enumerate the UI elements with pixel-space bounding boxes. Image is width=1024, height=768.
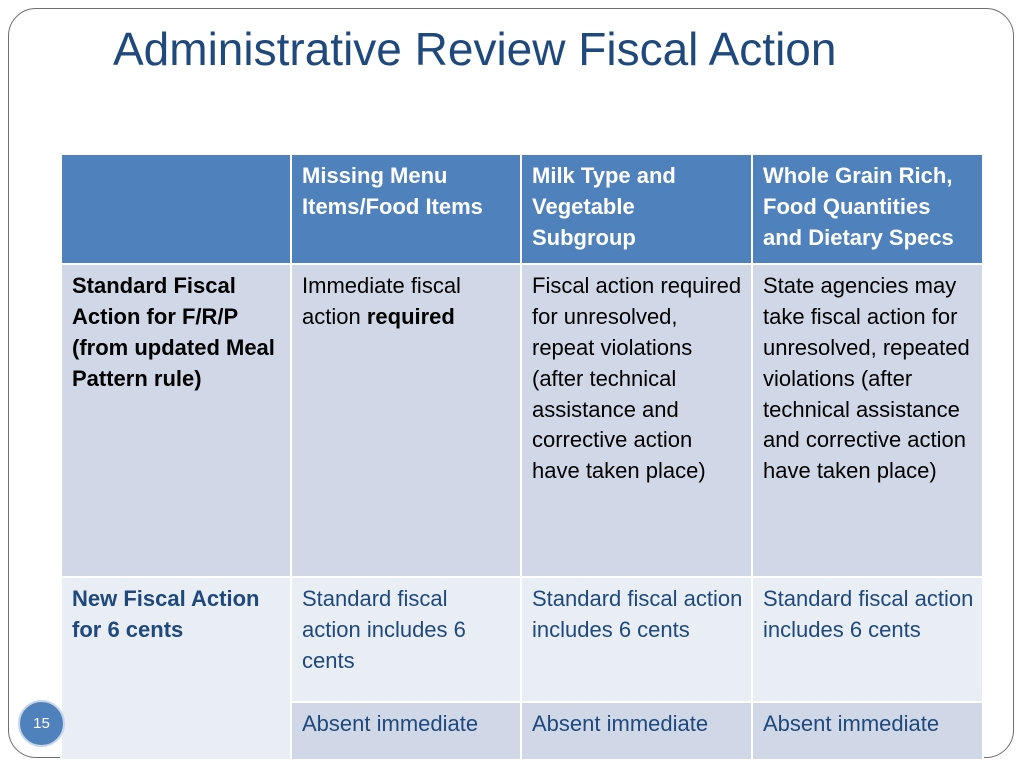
row-label-new: New Fiscal Action for 6 cents	[61, 577, 291, 760]
cell-standard-missing-menu	[291, 264, 521, 577]
page-number-badge	[18, 700, 65, 747]
slide-title: Administrative Review Fiscal Action	[113, 23, 837, 75]
fiscal-action-table	[60, 153, 984, 761]
header-milk-type: Milk Type and Vegetable Subgroup	[521, 154, 752, 264]
row-label-standard: Standard Fiscal Action for F/R/P (from updated Meal Pattern rule)	[61, 264, 291, 577]
cell-new-whole-grain: Standard fiscal action includes 6 cents	[752, 577, 983, 702]
table-row-new	[61, 577, 983, 702]
header-missing-menu: Missing Menu Items/Food Items	[291, 154, 521, 264]
header-cell-empty	[61, 154, 291, 264]
header-whole-grain: Whole Grain Rich, Food Quantities and Dietary Specs	[752, 154, 983, 264]
table-row-standard	[61, 264, 983, 577]
cell-new2-missing-menu: Absent immediate	[291, 702, 521, 760]
page-number: 15	[33, 715, 50, 732]
cell-new-milk-type: Standard fiscal action includes 6 cents	[521, 577, 752, 702]
cell-new-missing-menu: Standard fiscal action includes 6 cents	[291, 577, 521, 702]
table-header-row	[61, 154, 983, 264]
cell-text: Immediate fiscal action	[302, 273, 461, 330]
cell-new2-milk-type: Absent immediate	[521, 702, 752, 760]
cell-standard-milk-type: Fiscal action required for unresolved, repeat violations (after technical assistance and corrective action have taken place)	[521, 264, 752, 577]
cell-standard-whole-grain: State agencies may take fiscal action for unresolved, repeated violations (after technical assistance and corrective action have taken place)	[752, 264, 983, 577]
cell-new2-whole-grain: Absent immediate	[752, 702, 983, 760]
cell-emphasis: required	[366, 304, 455, 330]
